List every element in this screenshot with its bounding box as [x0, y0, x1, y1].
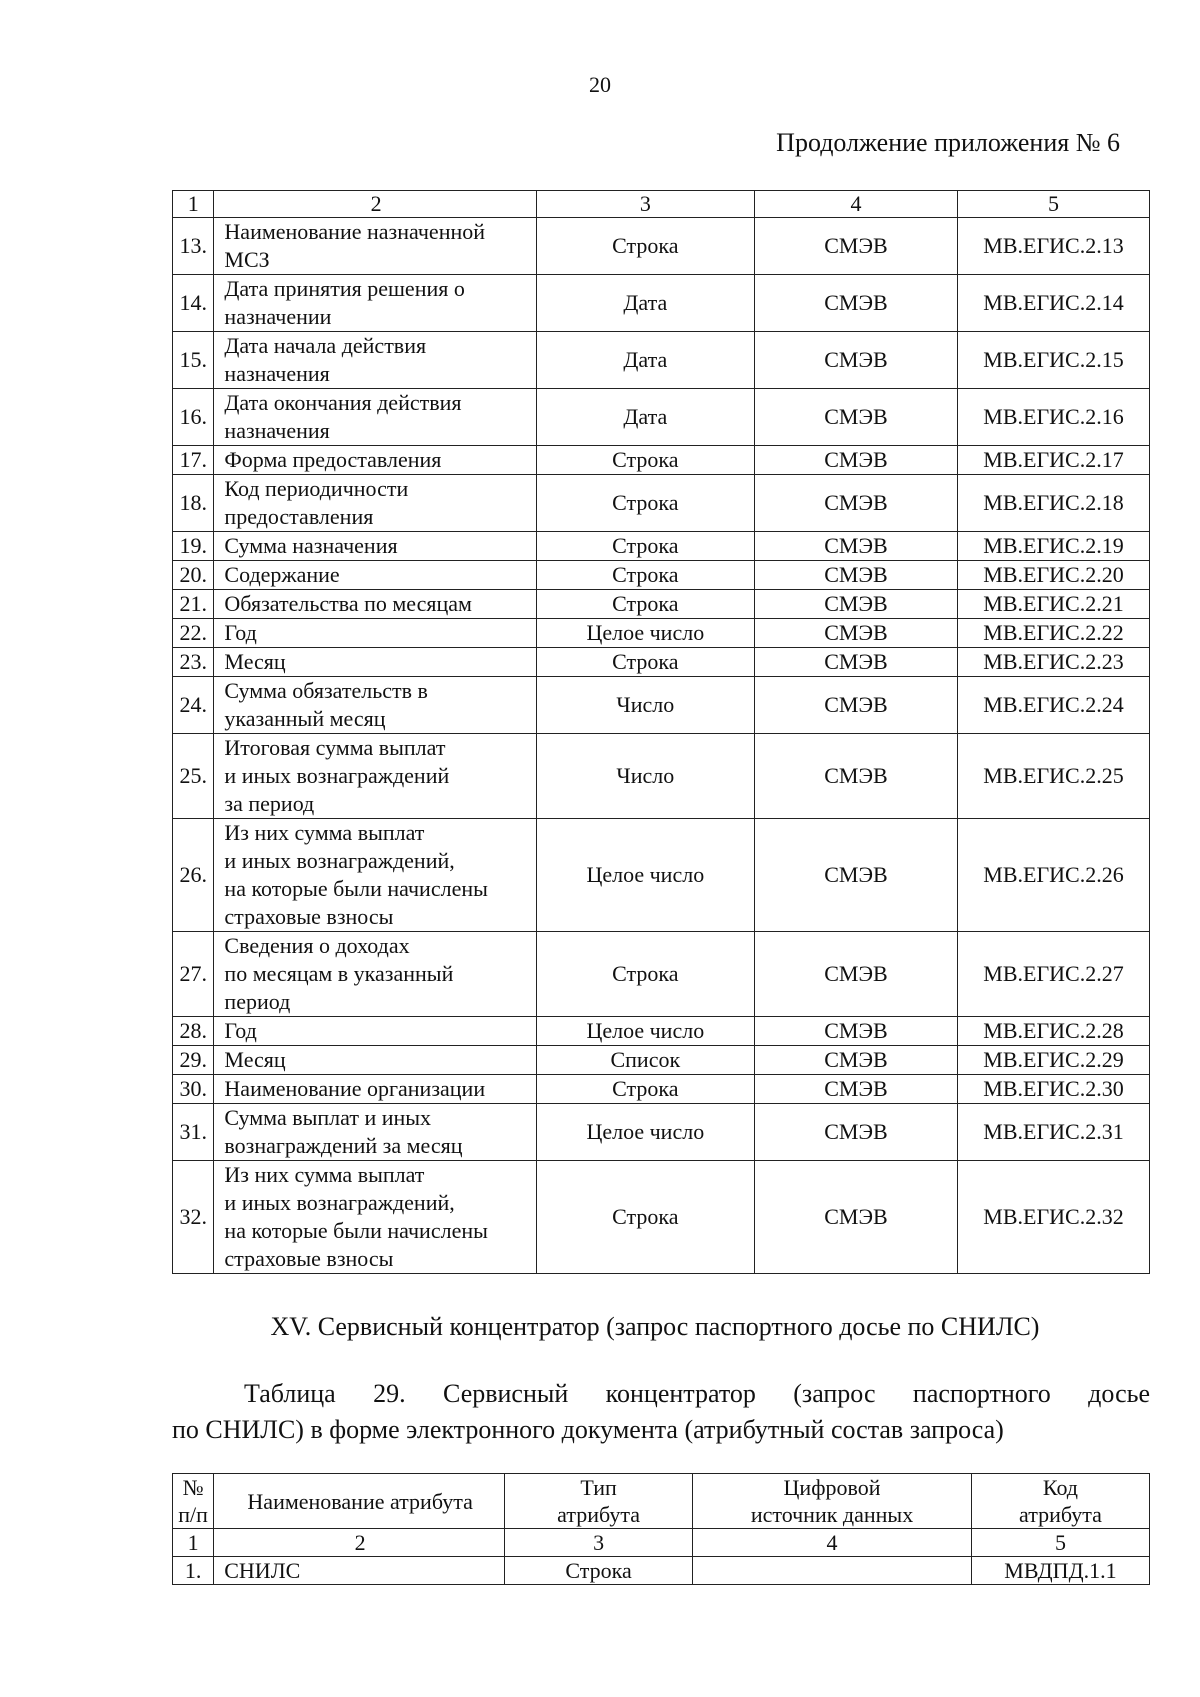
row-number: 29.	[173, 1046, 214, 1075]
table-column-numbers-row	[173, 1529, 1150, 1557]
attribute-name: Из них сумма выплат и иных вознаграждений, на которые были начислены страховые взносы	[214, 819, 536, 932]
row-number: 30.	[173, 1075, 214, 1104]
attribute-name: Наименование организации	[214, 1075, 536, 1104]
column-number: 2	[214, 1529, 505, 1557]
attribute-type: Строка	[536, 475, 754, 532]
attribute-name: Месяц	[214, 648, 536, 677]
row-number: 13.	[173, 218, 214, 275]
attribute-type: Строка	[536, 218, 754, 275]
attribute-name: Сведения о доходах по месяцам в указанный период	[214, 932, 536, 1017]
table-row	[173, 734, 1150, 819]
column-header: Наименование атрибута	[214, 1474, 505, 1529]
row-number: 18.	[173, 475, 214, 532]
table-row	[173, 218, 1150, 275]
attribute-name: Дата принятия решения о назначении	[214, 275, 536, 332]
attribute-code: МВ.ЕГИС.2.19	[958, 532, 1150, 561]
attribute-type: Строка	[536, 532, 754, 561]
table-row	[173, 819, 1150, 932]
attribute-name: Форма предоставления	[214, 446, 536, 475]
column-header: № п/п	[173, 1474, 214, 1529]
column-number: 4	[754, 191, 957, 218]
row-number: 19.	[173, 532, 214, 561]
attribute-type: Строка	[536, 932, 754, 1017]
data-source: СМЭВ	[754, 332, 957, 389]
column-header: Код атрибута	[971, 1474, 1149, 1529]
row-number: 17.	[173, 446, 214, 475]
attribute-code: МВ.ЕГИС.2.26	[958, 819, 1150, 932]
column-number: 5	[971, 1529, 1149, 1557]
table-row	[173, 332, 1150, 389]
data-source: СМЭВ	[754, 389, 957, 446]
column-header: Тип атрибута	[505, 1474, 693, 1529]
table-row	[173, 932, 1150, 1017]
attribute-code: МВ.ЕГИС.2.22	[958, 619, 1150, 648]
attribute-name: Сумма выплат и иных вознаграждений за месяц	[214, 1104, 536, 1161]
row-number: 24.	[173, 677, 214, 734]
table-caption-line: Таблица 29. Сервисный концентратор (запрос паспортного досье	[244, 1379, 1150, 1408]
attribute-type: Число	[536, 734, 754, 819]
data-source	[693, 1557, 972, 1585]
attribute-type: Строка	[536, 1075, 754, 1104]
table-row	[173, 446, 1150, 475]
attribute-type: Дата	[536, 332, 754, 389]
row-number: 28.	[173, 1017, 214, 1046]
attribute-code: МВ.ЕГИС.2.29	[958, 1046, 1150, 1075]
data-source: СМЭВ	[754, 561, 957, 590]
attribute-type: Целое число	[536, 1104, 754, 1161]
table-row	[173, 561, 1150, 590]
table-column-numbers-row	[173, 191, 1150, 218]
data-source: СМЭВ	[754, 1161, 957, 1274]
column-number: 1	[173, 191, 214, 218]
attribute-code: МВ.ЕГИС.2.13	[958, 218, 1150, 275]
data-source: СМЭВ	[754, 932, 957, 1017]
table-29	[172, 1473, 1150, 1585]
attribute-type: Строка	[536, 446, 754, 475]
attribute-type: Строка	[536, 561, 754, 590]
data-source: СМЭВ	[754, 734, 957, 819]
table-row	[173, 1075, 1150, 1104]
row-number: 27.	[173, 932, 214, 1017]
table-row	[173, 1017, 1150, 1046]
attribute-type: Целое число	[536, 819, 754, 932]
row-number: 32.	[173, 1161, 214, 1274]
attribute-code: МВ.ЕГИС.2.16	[958, 389, 1150, 446]
data-source: СМЭВ	[754, 1046, 957, 1075]
row-number: 1.	[173, 1557, 214, 1585]
attribute-type: Дата	[536, 389, 754, 446]
attribute-name: Год	[214, 1017, 536, 1046]
row-number: 31.	[173, 1104, 214, 1161]
section-heading: XV. Сервисный концентратор (запрос паспортного досье по СНИЛС)	[270, 1312, 1040, 1341]
table-row	[173, 1104, 1150, 1161]
column-number: 1	[173, 1529, 214, 1557]
attribute-type: Список	[536, 1046, 754, 1075]
table-header-row	[173, 1474, 1150, 1529]
attribute-code: МВ.ЕГИС.2.28	[958, 1017, 1150, 1046]
attribute-name: Обязательства по месяцам	[214, 590, 536, 619]
attribute-code: МВ.ЕГИС.2.21	[958, 590, 1150, 619]
data-source: СМЭВ	[754, 619, 957, 648]
table-caption-line: по СНИЛС) в форме электронного документа (атрибутный состав запроса)	[172, 1415, 1004, 1444]
attribute-type: Строка	[536, 1161, 754, 1274]
table-row	[173, 648, 1150, 677]
column-header: Цифровой источник данных	[693, 1474, 972, 1529]
table-row	[173, 389, 1150, 446]
attribute-code: МВ.ЕГИС.2.31	[958, 1104, 1150, 1161]
attribute-code: МВ.ЕГИС.2.15	[958, 332, 1150, 389]
data-source: СМЭВ	[754, 275, 957, 332]
attribute-name: Наименование назначенной МСЗ	[214, 218, 536, 275]
attribute-name: Сумма назначения	[214, 532, 536, 561]
table-row	[173, 1161, 1150, 1274]
data-source: СМЭВ	[754, 819, 957, 932]
attribute-type: Дата	[536, 275, 754, 332]
row-number: 20.	[173, 561, 214, 590]
attribute-name: Сумма обязательств в указанный месяц	[214, 677, 536, 734]
table-row	[173, 619, 1150, 648]
attribute-code: МВ.ЕГИС.2.20	[958, 561, 1150, 590]
attribute-code: МВ.ЕГИС.2.18	[958, 475, 1150, 532]
table-row	[173, 590, 1150, 619]
attribute-code: МВ.ЕГИС.2.23	[958, 648, 1150, 677]
column-number: 5	[958, 191, 1150, 218]
attribute-code: МВ.ЕГИС.2.14	[958, 275, 1150, 332]
attribute-name: Содержание	[214, 561, 536, 590]
appendix-title: Продолжение приложения № 6	[776, 128, 1120, 157]
attribute-code: МВ.ЕГИС.2.17	[958, 446, 1150, 475]
attribute-code: МВ.ЕГИС.2.24	[958, 677, 1150, 734]
attribute-type: Строка	[536, 648, 754, 677]
attributes-table-continued	[172, 190, 1150, 1274]
row-number: 23.	[173, 648, 214, 677]
attribute-code: МВ.ЕГИС.2.30	[958, 1075, 1150, 1104]
row-number: 15.	[173, 332, 214, 389]
attribute-code: МВ.ЕГИС.2.27	[958, 932, 1150, 1017]
row-number: 16.	[173, 389, 214, 446]
attribute-type: Целое число	[536, 619, 754, 648]
attribute-name: Из них сумма выплат и иных вознаграждений, на которые были начислены страховые взносы	[214, 1161, 536, 1274]
attribute-type: Строка	[536, 590, 754, 619]
attribute-code: МВ.ЕГИС.2.32	[958, 1161, 1150, 1274]
column-number: 2	[214, 191, 536, 218]
table-row	[173, 532, 1150, 561]
row-number: 14.	[173, 275, 214, 332]
attribute-type: Число	[536, 677, 754, 734]
data-source: СМЭВ	[754, 1104, 957, 1161]
table-row	[173, 1046, 1150, 1075]
data-source: СМЭВ	[754, 475, 957, 532]
row-number: 26.	[173, 819, 214, 932]
attribute-name: Год	[214, 619, 536, 648]
table-row	[173, 475, 1150, 532]
attribute-name: Месяц	[214, 1046, 536, 1075]
data-source: СМЭВ	[754, 446, 957, 475]
table-caption	[172, 1376, 1150, 1448]
column-number: 4	[693, 1529, 972, 1557]
page-number: 20	[589, 72, 611, 97]
data-source: СМЭВ	[754, 648, 957, 677]
data-source: СМЭВ	[754, 1075, 957, 1104]
table-row	[173, 275, 1150, 332]
data-source: СМЭВ	[754, 677, 957, 734]
row-number: 25.	[173, 734, 214, 819]
attribute-name: СНИЛС	[214, 1557, 505, 1585]
table-row	[173, 677, 1150, 734]
data-source: СМЭВ	[754, 590, 957, 619]
attribute-code: МВ.ЕГИС.2.25	[958, 734, 1150, 819]
attribute-type: Строка	[505, 1557, 693, 1585]
table-row	[173, 1557, 1150, 1585]
row-number: 22.	[173, 619, 214, 648]
attribute-name: Дата окончания действия назначения	[214, 389, 536, 446]
data-source: СМЭВ	[754, 218, 957, 275]
attribute-code: МВДПД.1.1	[971, 1557, 1149, 1585]
column-number: 3	[536, 191, 754, 218]
row-number: 21.	[173, 590, 214, 619]
attribute-name: Дата начала действия назначения	[214, 332, 536, 389]
attribute-name: Итоговая сумма выплат и иных вознаграждений за период	[214, 734, 536, 819]
data-source: СМЭВ	[754, 1017, 957, 1046]
attribute-type: Целое число	[536, 1017, 754, 1046]
data-source: СМЭВ	[754, 532, 957, 561]
column-number: 3	[505, 1529, 693, 1557]
attribute-name: Код периодичности предоставления	[214, 475, 536, 532]
